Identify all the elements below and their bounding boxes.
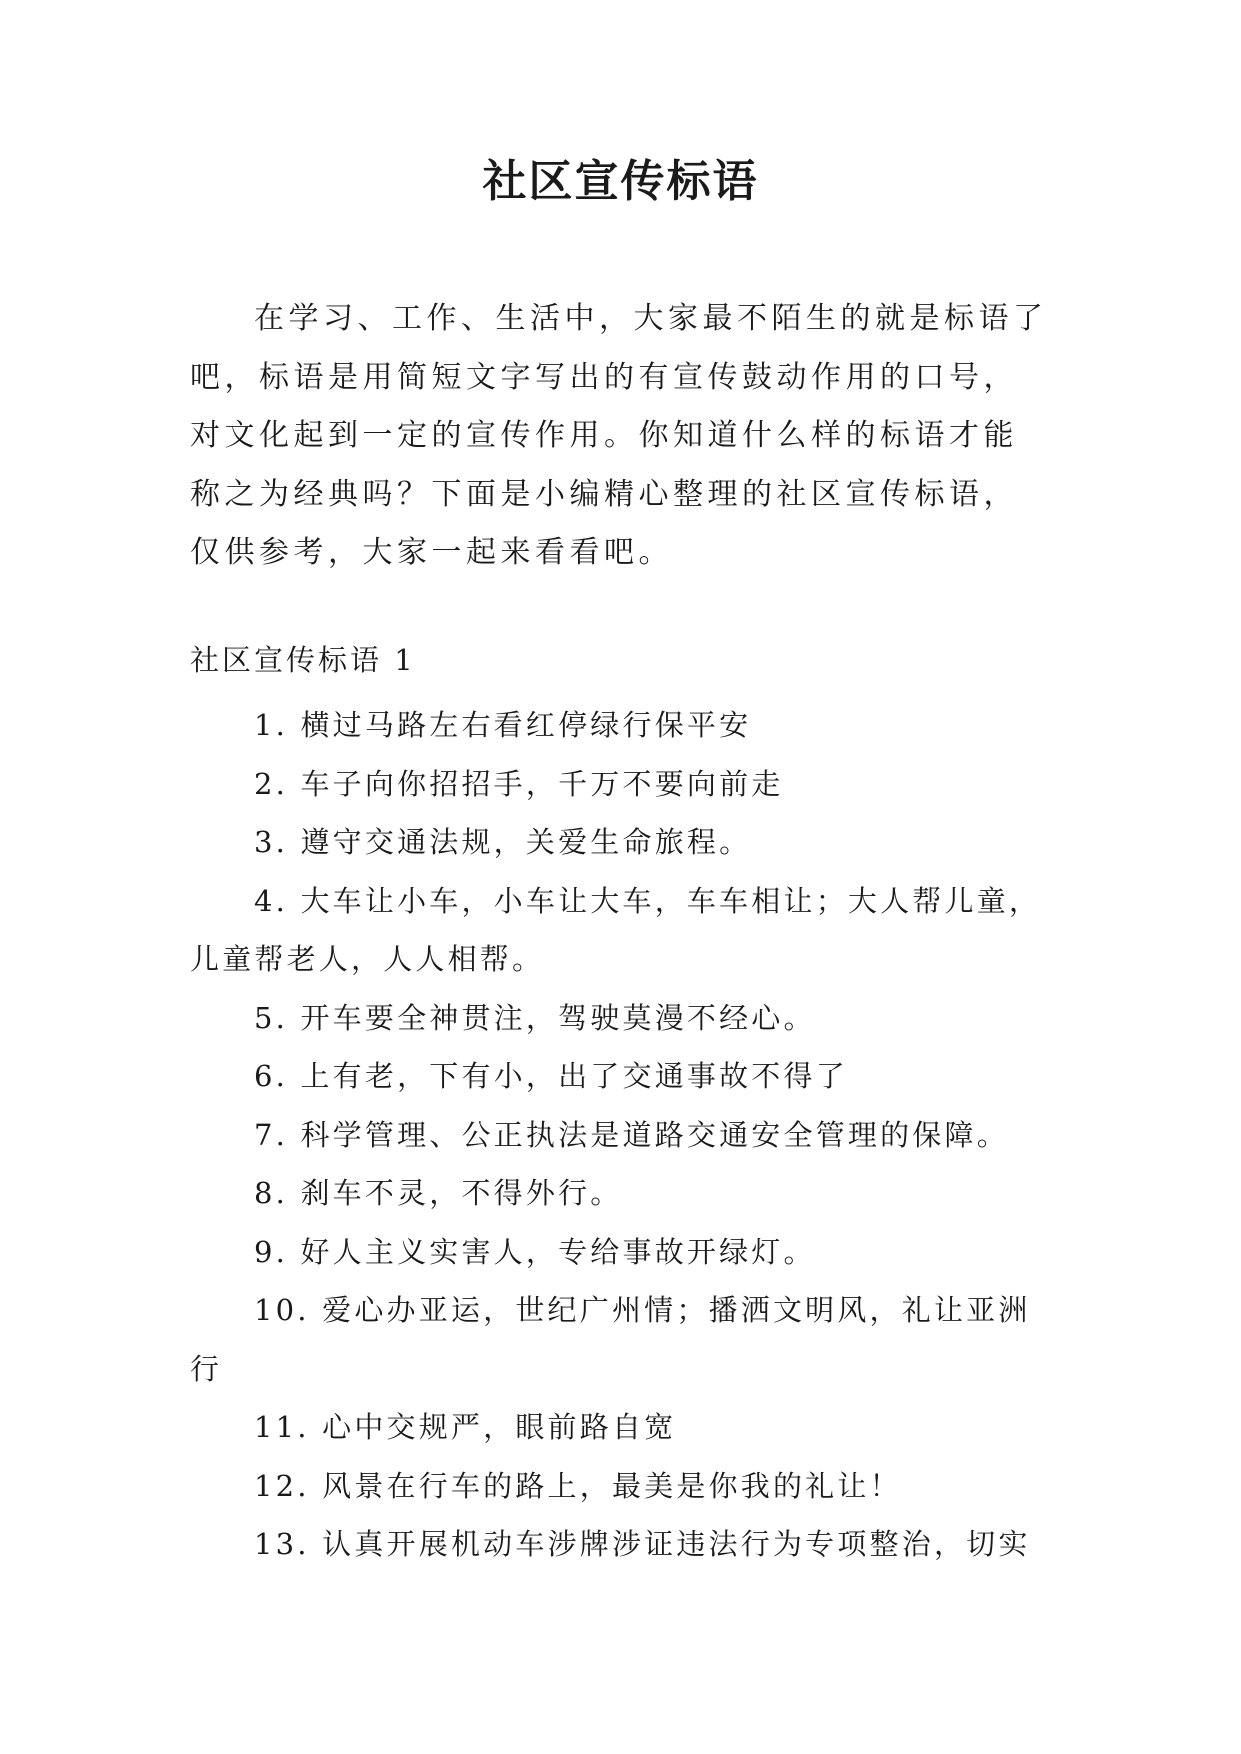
slogan-item-13: 13. 认真开展机动车涉牌涉证违法行为专项整治，切实 bbox=[254, 1527, 1031, 1561]
slogan-item-5: 5. 开车要全神贯注，驾驶莫漫不经心。 bbox=[254, 1000, 816, 1035]
slogan-item-2: 2. 车子向你招招手，千万不要向前走 bbox=[254, 766, 784, 801]
slogan-item-11: 11. 心中交规严，眼前路自宽 bbox=[254, 1410, 677, 1444]
section-heading: 社区宣传标语 1 bbox=[190, 643, 416, 677]
slogan-item-3: 3. 遵守交通法规，关爱生命旅程。 bbox=[254, 825, 752, 859]
slogan-item-8: 8. 刹车不灵，不得外行。 bbox=[254, 1176, 623, 1210]
slogan-item-7: 7. 科学管理、公正执法是道路交通安全管理的保障。 bbox=[254, 1117, 1009, 1152]
slogan-item-4: 4. 大车让小车，小车让大车，车车相让；大人帮儿童，儿童帮老人，人人相帮。 bbox=[190, 883, 1042, 976]
slogan-list bbox=[190, 696, 1050, 1574]
slogan-item-1: 1. 横过马路左右看红停绿行保平安 bbox=[254, 708, 752, 742]
slogan-item-10: 10. 爱心办亚运，世纪广州情；播洒文明风，礼让亚洲行 bbox=[190, 1293, 1031, 1386]
slogan-item-9: 9. 好人主义实害人，专给事故开绿灯。 bbox=[254, 1234, 816, 1269]
slogan-item-6: 6. 上有老，下有小，出了交通事故不得了 bbox=[254, 1059, 848, 1093]
slogan-item-12: 12. 风景在行车的路上，最美是你我的礼让！ bbox=[254, 1468, 902, 1503]
intro-paragraph: 在学习、工作、生活中，大家最不陌生的就是标语了吧，标语是用简短文字写出的有宣传鼓动作用的口号，对文化起到一定的宣传作用。你知道什么样的标语才能称之为经典吗？下面是小编精心整理的社区宣传标语，仅供参考，大家一起来看看吧。 bbox=[190, 301, 1048, 570]
document-title: 社区宣传标语 bbox=[482, 156, 759, 207]
